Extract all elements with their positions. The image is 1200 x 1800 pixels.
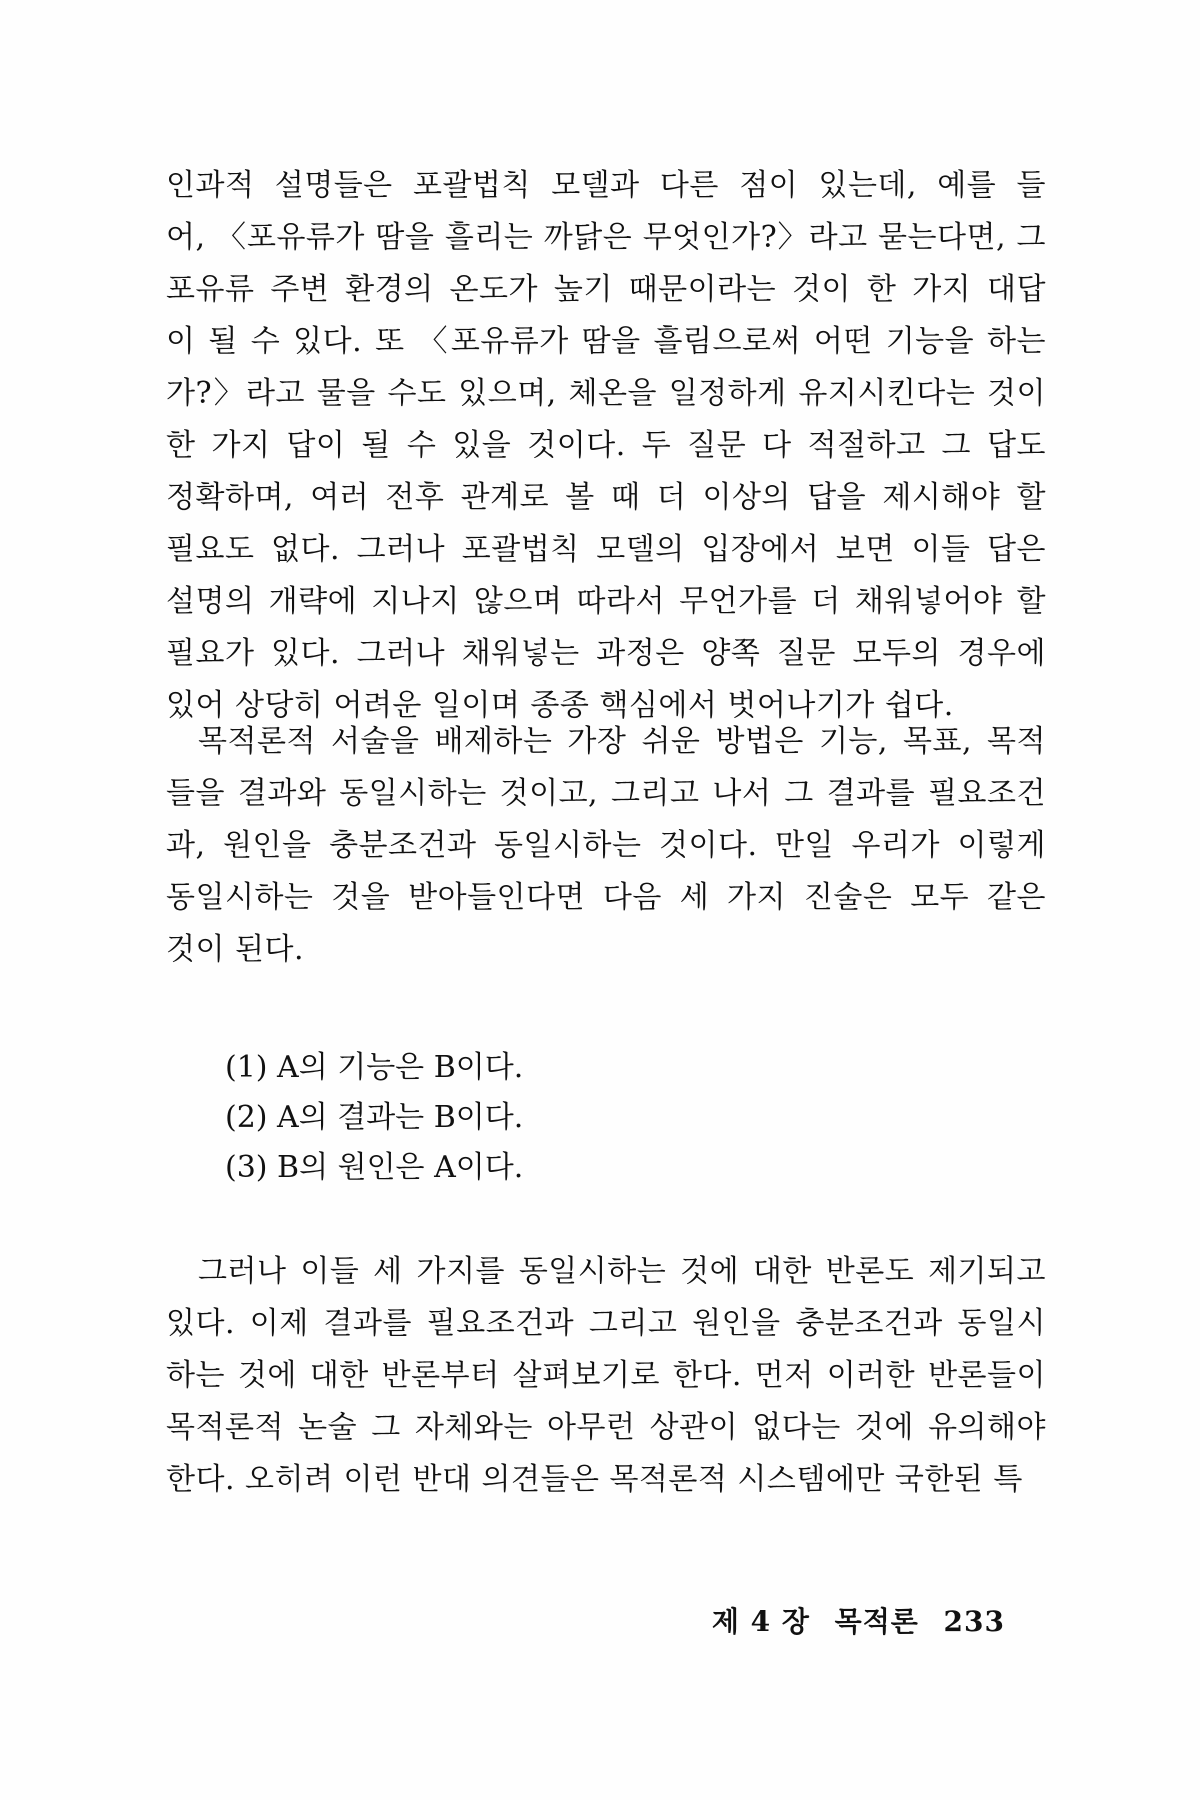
page-footer <box>698 1600 1005 1640</box>
text-line: 것이 된다. <box>166 932 304 967</box>
paragraph-2 <box>166 716 1046 976</box>
chapter-label: 제 4 장 <box>711 1605 810 1638</box>
text-line: 필요가 있다. 그러나 채워넣는 과정은 양쪽 질문 모두의 경우에 <box>166 636 1046 671</box>
page-number: 233 <box>943 1605 1005 1638</box>
text-line: 목적론적 서술을 배제하는 가장 쉬운 방법은 기능, 목표, 목적 <box>198 724 1046 759</box>
numbered-statement-list <box>225 1043 523 1193</box>
text-line: 목적론적 논술 그 자체와는 아무런 상관이 없다는 것에 유의해야 <box>166 1410 1046 1445</box>
text-line: 과, 원인을 충분조건과 동일시하는 것이다. 만일 우리가 이렇게 <box>166 828 1046 863</box>
list-item: (3) B의 원인은 A이다. <box>225 1150 524 1185</box>
text-line: 하는 것에 대한 반론부터 살펴보기로 한다. 먼저 이러한 반론들이 <box>166 1358 1046 1393</box>
text-line: 들을 결과와 동일시하는 것이고, 그리고 나서 그 결과를 필요조건 <box>166 776 1046 811</box>
text-line: 동일시하는 것을 받아들인다면 다음 세 가지 진술은 모두 같은 <box>166 880 1046 915</box>
text-line: 한다. 오히려 이런 반대 의견들은 목적론적 시스템에만 국한된 특 <box>166 1462 1023 1497</box>
chapter-title: 목적론 <box>834 1605 919 1638</box>
text-line: 정확하며, 여러 전후 관계로 볼 때 더 이상의 답을 제시해야 할 <box>166 480 1046 515</box>
list-item: (2) A의 결과는 B이다. <box>225 1100 524 1135</box>
paragraph-1 <box>166 160 1046 732</box>
text-line: 있다. 이제 결과를 필요조건과 그리고 원인을 충분조건과 동일시 <box>166 1306 1046 1341</box>
text-line: 설명의 개략에 지나지 않으며 따라서 무언가를 더 채워넣어야 할 <box>166 584 1046 619</box>
text-line: 인과적 설명들은 포괄법칙 모델과 다른 점이 있는데, 예를 들 <box>166 168 1046 203</box>
paragraph-3 <box>166 1246 1046 1506</box>
list-item: (1) A의 기능은 B이다. <box>225 1050 524 1085</box>
text-line: 이 될 수 있다. 또 〈포유류가 땀을 흘림으로써 어떤 기능을 하는 <box>166 324 1046 359</box>
text-line: 그러나 이들 세 가지를 동일시하는 것에 대한 반론도 제기되고 <box>198 1254 1046 1289</box>
text-line: 어, 〈포유류가 땀을 흘리는 까닭은 무엇인가?〉라고 묻는다면, 그 <box>166 220 1046 255</box>
text-line: 포유류 주변 환경의 온도가 높기 때문이라는 것이 한 가지 대답 <box>166 272 1046 307</box>
text-line: 있어 상당히 어려운 일이며 종종 핵심에서 벗어나기가 쉽다. <box>166 688 954 723</box>
text-line: 가?〉라고 물을 수도 있으며, 체온을 일정하게 유지시킨다는 것이 <box>166 376 1046 411</box>
text-line: 필요도 없다. 그러나 포괄법칙 모델의 입장에서 보면 이들 답은 <box>166 532 1046 567</box>
text-line: 한 가지 답이 될 수 있을 것이다. 두 질문 다 적절하고 그 답도 <box>166 428 1046 463</box>
